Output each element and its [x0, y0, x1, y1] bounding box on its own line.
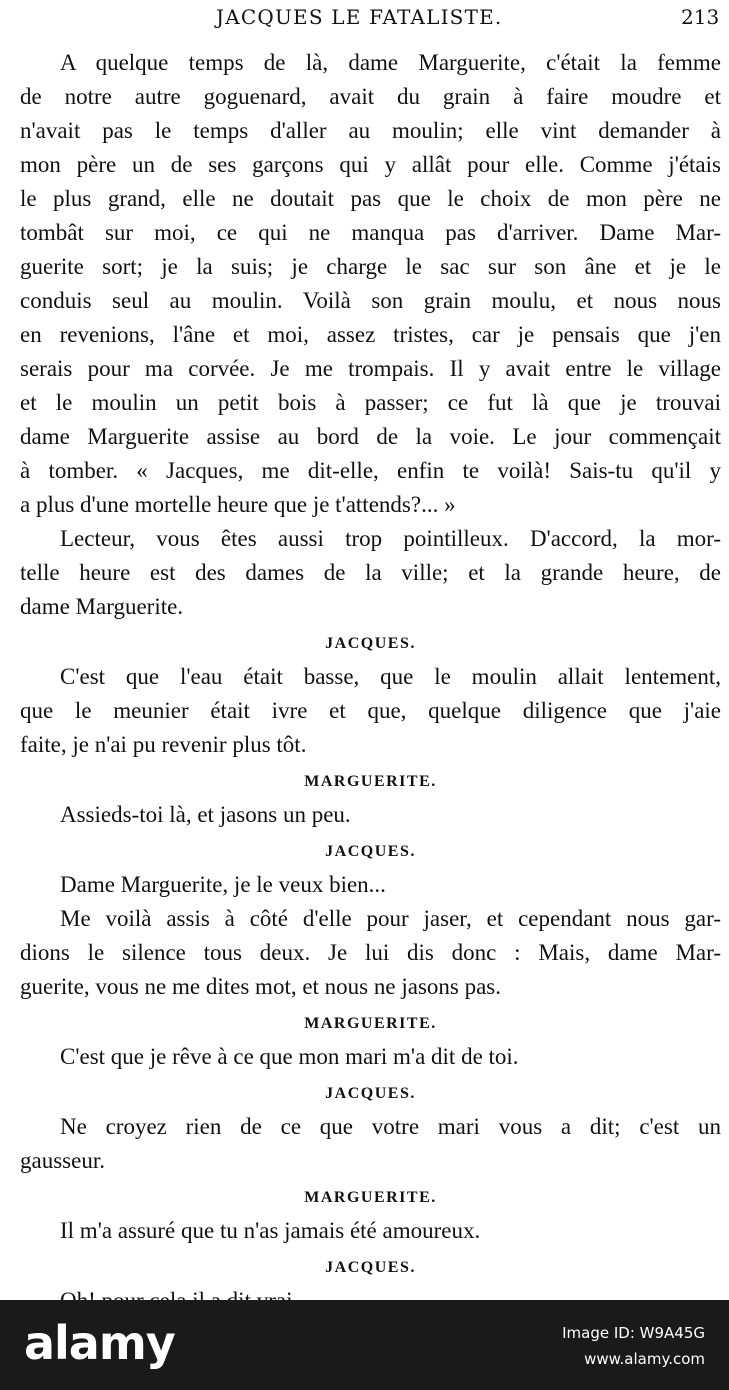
- text-line: Dame Marguerite, je le veux bien...: [60, 872, 386, 897]
- text-line: dions le silence tous deux. Je lui dis donc : Mais, dame Mar-: [20, 940, 721, 965]
- text-line: Assieds-toi là, et jasons un peu.: [60, 802, 351, 827]
- text-line: C'est que je rêve à ce que mon mari m'a dit de toi.: [60, 1044, 519, 1069]
- text-line: tombât sur moi, ce qui ne manqua pas d'arriver. Dame Mar-: [20, 220, 721, 245]
- dialogue-line: [20, 1040, 721, 1074]
- text-line: que le meunier était ivre et que, quelque diligence que j'aie: [20, 698, 721, 723]
- text-line: Lecteur, vous êtes aussi trop pointilleux. D'accord, la mor-: [60, 526, 721, 551]
- dialogue-line: [20, 868, 721, 1004]
- text-line: gausseur.: [20, 1148, 105, 1173]
- alamy-logo: alamy: [24, 1316, 175, 1370]
- stock-watermark-bar: [0, 1300, 729, 1390]
- text-line: Ne croyez rien de ce que votre mari vous a dit; c'est un: [60, 1114, 721, 1139]
- dialogue-line: [20, 660, 721, 762]
- text-line: Il m'a assuré que tu n'as jamais été amoureux.: [60, 1218, 481, 1243]
- watermark-meta: [562, 1320, 705, 1372]
- text-line: Me voilà assis à côté d'elle pour jaser, et cependant nous gar-: [60, 906, 721, 931]
- text-block: [20, 46, 721, 1318]
- speaker-label: JACQUES.: [325, 1085, 416, 1102]
- text-line: C'est que l'eau était basse, que le moulin allait lentement,: [60, 664, 721, 689]
- text-line: et le moulin un petit bois à passer; ce fut là que je trouvai: [20, 390, 721, 415]
- text-line: le plus grand, elle ne doutait pas que le choix de mon père ne: [20, 186, 721, 211]
- text-line: telle heure est des dames de la ville; et la grande heure, de: [20, 560, 721, 585]
- page-number: 213: [681, 5, 720, 29]
- text-line: de notre autre goguenard, avait du grain à faire moudre et: [20, 84, 721, 109]
- speaker-label: JACQUES.: [325, 635, 416, 652]
- text-line: serais pour ma corvée. Je me trompais. Il y avait entre le village: [20, 356, 721, 381]
- speaker-label: MARGUERITE.: [304, 1015, 437, 1032]
- text-line: dame Marguerite.: [20, 594, 184, 619]
- text-line: A quelque temps de là, dame Marguerite, c'était la femme: [60, 50, 721, 75]
- text-line: dame Marguerite assise au bord de la voie. Le jour commençait: [20, 424, 721, 449]
- running-title: JACQUES LE FATALISTE.: [216, 5, 503, 29]
- text-line: conduis seul au moulin. Voilà son grain moulu, et nous nous: [20, 288, 721, 313]
- dialogue-line: [20, 1214, 721, 1248]
- text-line: en revenions, l'âne et moi, assez tristes, car je pensais que j'en: [20, 322, 721, 347]
- dialogue-line: [20, 798, 721, 832]
- watermark-url: www.alamy.com: [584, 1350, 705, 1368]
- text-line: guerite sort; je la suis; je charge le sac sur son âne et je le: [20, 254, 721, 279]
- speaker-label: JACQUES.: [325, 1259, 416, 1276]
- text-line: n'avait pas le temps d'aller au moulin; elle vint demander à: [20, 118, 721, 143]
- dialogue-line: [20, 1110, 721, 1178]
- text-line: faite, je n'ai pu revenir plus tôt.: [20, 732, 307, 757]
- paragraph-narration-1: [20, 46, 721, 522]
- text-line: à tomber. « Jacques, me dit-elle, enfin te voilà! Sais-tu qu'il y: [20, 458, 721, 483]
- running-head: [0, 5, 729, 31]
- image-id-label: Image ID: W9A45G: [562, 1324, 705, 1342]
- text-line: a plus d'une mortelle heure que je t'attends?... »: [20, 492, 456, 517]
- text-line: guerite, vous ne me dites mot, et nous ne jasons pas.: [20, 974, 502, 999]
- speaker-label: MARGUERITE.: [304, 773, 437, 790]
- text-line: mon père un de ses garçons qui y allât pour elle. Comme j'étais: [20, 152, 721, 177]
- paragraph-narration-2: [20, 522, 721, 624]
- speaker-label: JACQUES.: [325, 843, 416, 860]
- speaker-label: MARGUERITE.: [304, 1189, 437, 1206]
